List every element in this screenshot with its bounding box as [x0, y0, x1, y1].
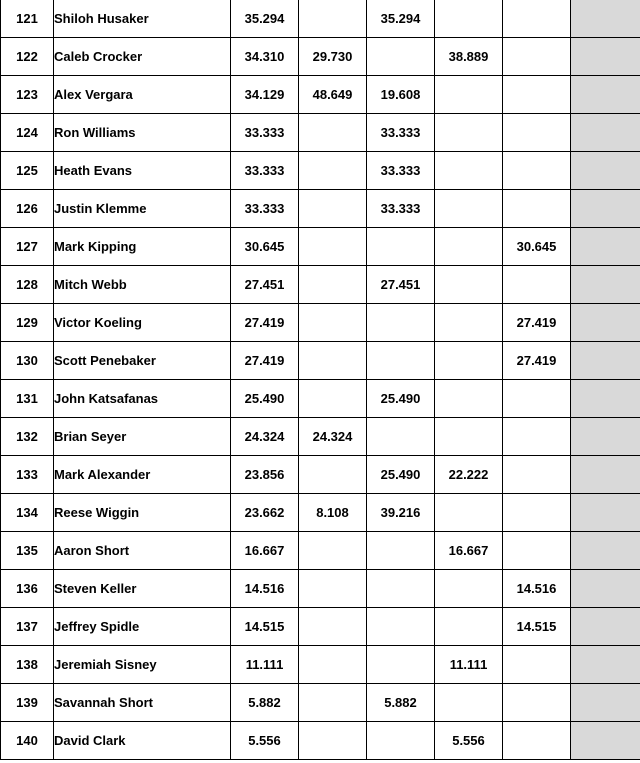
rank-cell: 139 [1, 684, 54, 722]
total-score-cell: 27.419 [231, 342, 299, 380]
event-2-score-cell: 25.490 [367, 456, 435, 494]
name-cell: John Katsafanas [54, 380, 231, 418]
event-2-score-cell: 33.333 [367, 190, 435, 228]
name-cell: Aaron Short [54, 532, 231, 570]
event-3-score-cell [435, 608, 503, 646]
event-1-score-cell [299, 0, 367, 38]
table-row [1, 646, 640, 684]
event-1-score-cell [299, 152, 367, 190]
total-score-cell: 33.333 [231, 190, 299, 228]
name-cell: Ron Williams [54, 114, 231, 152]
event-1-score-cell [299, 114, 367, 152]
event-2-score-cell [367, 342, 435, 380]
event-2-score-cell [367, 532, 435, 570]
total-score-cell: 23.662 [231, 494, 299, 532]
event-1-score-cell: 48.649 [299, 76, 367, 114]
name-cell: Jeremiah Sisney [54, 646, 231, 684]
name-cell: Brian Seyer [54, 418, 231, 456]
name-cell: Scott Penebaker [54, 342, 231, 380]
table-row [1, 684, 640, 722]
event-1-score-cell: 29.730 [299, 38, 367, 76]
shaded-cell [571, 456, 640, 494]
event-3-score-cell [435, 570, 503, 608]
event-3-score-cell [435, 380, 503, 418]
event-3-score-cell [435, 228, 503, 266]
event-4-score-cell [503, 494, 571, 532]
event-1-score-cell [299, 570, 367, 608]
total-score-cell: 34.129 [231, 76, 299, 114]
event-4-score-cell [503, 456, 571, 494]
shaded-cell [571, 114, 640, 152]
event-2-score-cell [367, 418, 435, 456]
rank-cell: 130 [1, 342, 54, 380]
name-cell: Justin Klemme [54, 190, 231, 228]
event-3-score-cell [435, 114, 503, 152]
rank-cell: 137 [1, 608, 54, 646]
event-2-score-cell [367, 304, 435, 342]
table-row [1, 722, 640, 760]
event-4-score-cell [503, 76, 571, 114]
event-3-score-cell [435, 342, 503, 380]
table-row [1, 532, 640, 570]
rank-cell: 126 [1, 190, 54, 228]
shaded-cell [571, 342, 640, 380]
shaded-cell [571, 722, 640, 760]
event-3-score-cell [435, 76, 503, 114]
shaded-cell [571, 76, 640, 114]
event-1-score-cell: 24.324 [299, 418, 367, 456]
event-1-score-cell [299, 456, 367, 494]
total-score-cell: 25.490 [231, 380, 299, 418]
rank-cell: 127 [1, 228, 54, 266]
event-2-score-cell [367, 646, 435, 684]
event-4-score-cell [503, 38, 571, 76]
event-2-score-cell: 19.608 [367, 76, 435, 114]
event-2-score-cell [367, 570, 435, 608]
event-3-score-cell: 22.222 [435, 456, 503, 494]
total-score-cell: 30.645 [231, 228, 299, 266]
total-score-cell: 27.419 [231, 304, 299, 342]
table-row [1, 304, 640, 342]
event-4-score-cell [503, 418, 571, 456]
name-cell: Reese Wiggin [54, 494, 231, 532]
name-cell: Victor Koeling [54, 304, 231, 342]
rank-cell: 133 [1, 456, 54, 494]
table-row [1, 0, 640, 38]
total-score-cell: 14.515 [231, 608, 299, 646]
event-1-score-cell [299, 304, 367, 342]
event-1-score-cell [299, 608, 367, 646]
event-1-score-cell [299, 342, 367, 380]
event-2-score-cell [367, 608, 435, 646]
name-cell: Mitch Webb [54, 266, 231, 304]
rank-cell: 122 [1, 38, 54, 76]
table-row [1, 494, 640, 532]
total-score-cell: 24.324 [231, 418, 299, 456]
total-score-cell: 27.451 [231, 266, 299, 304]
shaded-cell [571, 494, 640, 532]
rank-cell: 124 [1, 114, 54, 152]
table-row [1, 76, 640, 114]
event-2-score-cell [367, 722, 435, 760]
event-4-score-cell [503, 114, 571, 152]
event-2-score-cell [367, 228, 435, 266]
rank-cell: 135 [1, 532, 54, 570]
event-3-score-cell: 16.667 [435, 532, 503, 570]
shaded-cell [571, 266, 640, 304]
shaded-cell [571, 418, 640, 456]
event-4-score-cell: 27.419 [503, 342, 571, 380]
name-cell: Shiloh Husaker [54, 0, 231, 38]
name-cell: David Clark [54, 722, 231, 760]
rank-cell: 132 [1, 418, 54, 456]
event-1-score-cell [299, 266, 367, 304]
name-cell: Heath Evans [54, 152, 231, 190]
rank-cell: 125 [1, 152, 54, 190]
shaded-cell [571, 228, 640, 266]
rank-cell: 121 [1, 0, 54, 38]
event-4-score-cell: 14.515 [503, 608, 571, 646]
total-score-cell: 16.667 [231, 532, 299, 570]
rank-cell: 128 [1, 266, 54, 304]
event-2-score-cell: 27.451 [367, 266, 435, 304]
total-score-cell: 5.882 [231, 684, 299, 722]
name-cell: Caleb Crocker [54, 38, 231, 76]
event-3-score-cell [435, 304, 503, 342]
event-4-score-cell: 14.516 [503, 570, 571, 608]
shaded-cell [571, 646, 640, 684]
table-row [1, 38, 640, 76]
event-1-score-cell [299, 190, 367, 228]
event-2-score-cell [367, 38, 435, 76]
rank-cell: 140 [1, 722, 54, 760]
event-3-score-cell [435, 0, 503, 38]
event-4-score-cell [503, 152, 571, 190]
total-score-cell: 5.556 [231, 722, 299, 760]
rank-cell: 129 [1, 304, 54, 342]
event-3-score-cell [435, 190, 503, 228]
event-2-score-cell: 33.333 [367, 152, 435, 190]
event-4-score-cell [503, 380, 571, 418]
event-3-score-cell [435, 152, 503, 190]
table-row [1, 190, 640, 228]
event-4-score-cell [503, 646, 571, 684]
event-1-score-cell [299, 646, 367, 684]
event-2-score-cell: 35.294 [367, 0, 435, 38]
table-row [1, 152, 640, 190]
rank-cell: 131 [1, 380, 54, 418]
shaded-cell [571, 532, 640, 570]
event-1-score-cell: 8.108 [299, 494, 367, 532]
total-score-cell: 34.310 [231, 38, 299, 76]
shaded-cell [571, 190, 640, 228]
table-row [1, 228, 640, 266]
total-score-cell: 14.516 [231, 570, 299, 608]
event-3-score-cell: 38.889 [435, 38, 503, 76]
shaded-cell [571, 380, 640, 418]
table-row [1, 266, 640, 304]
shaded-cell [571, 38, 640, 76]
shaded-cell [571, 684, 640, 722]
total-score-cell: 23.856 [231, 456, 299, 494]
shaded-cell [571, 0, 640, 38]
event-4-score-cell [503, 190, 571, 228]
event-4-score-cell [503, 266, 571, 304]
total-score-cell: 35.294 [231, 0, 299, 38]
name-cell: Mark Kipping [54, 228, 231, 266]
name-cell: Steven Keller [54, 570, 231, 608]
event-2-score-cell: 5.882 [367, 684, 435, 722]
event-4-score-cell [503, 722, 571, 760]
event-2-score-cell: 25.490 [367, 380, 435, 418]
rank-cell: 134 [1, 494, 54, 532]
name-cell: Jeffrey Spidle [54, 608, 231, 646]
event-1-score-cell [299, 684, 367, 722]
name-cell: Alex Vergara [54, 76, 231, 114]
table-row [1, 342, 640, 380]
event-3-score-cell [435, 494, 503, 532]
total-score-cell: 11.111 [231, 646, 299, 684]
name-cell: Savannah Short [54, 684, 231, 722]
rank-cell: 136 [1, 570, 54, 608]
event-3-score-cell: 5.556 [435, 722, 503, 760]
name-cell: Mark Alexander [54, 456, 231, 494]
table-row [1, 380, 640, 418]
shaded-cell [571, 570, 640, 608]
event-1-score-cell [299, 532, 367, 570]
table-row [1, 456, 640, 494]
total-score-cell: 33.333 [231, 114, 299, 152]
event-4-score-cell [503, 0, 571, 38]
event-3-score-cell [435, 684, 503, 722]
shaded-cell [571, 152, 640, 190]
table-row [1, 114, 640, 152]
event-2-score-cell: 39.216 [367, 494, 435, 532]
rank-cell: 138 [1, 646, 54, 684]
event-3-score-cell [435, 266, 503, 304]
event-1-score-cell [299, 228, 367, 266]
event-2-score-cell: 33.333 [367, 114, 435, 152]
rank-cell: 123 [1, 76, 54, 114]
event-4-score-cell: 27.419 [503, 304, 571, 342]
event-4-score-cell [503, 532, 571, 570]
shaded-cell [571, 608, 640, 646]
table-row [1, 418, 640, 456]
event-4-score-cell: 30.645 [503, 228, 571, 266]
table-row [1, 608, 640, 646]
event-1-score-cell [299, 380, 367, 418]
event-4-score-cell [503, 684, 571, 722]
event-3-score-cell: 11.111 [435, 646, 503, 684]
event-1-score-cell [299, 722, 367, 760]
total-score-cell: 33.333 [231, 152, 299, 190]
shaded-cell [571, 304, 640, 342]
event-3-score-cell [435, 418, 503, 456]
table-row [1, 570, 640, 608]
